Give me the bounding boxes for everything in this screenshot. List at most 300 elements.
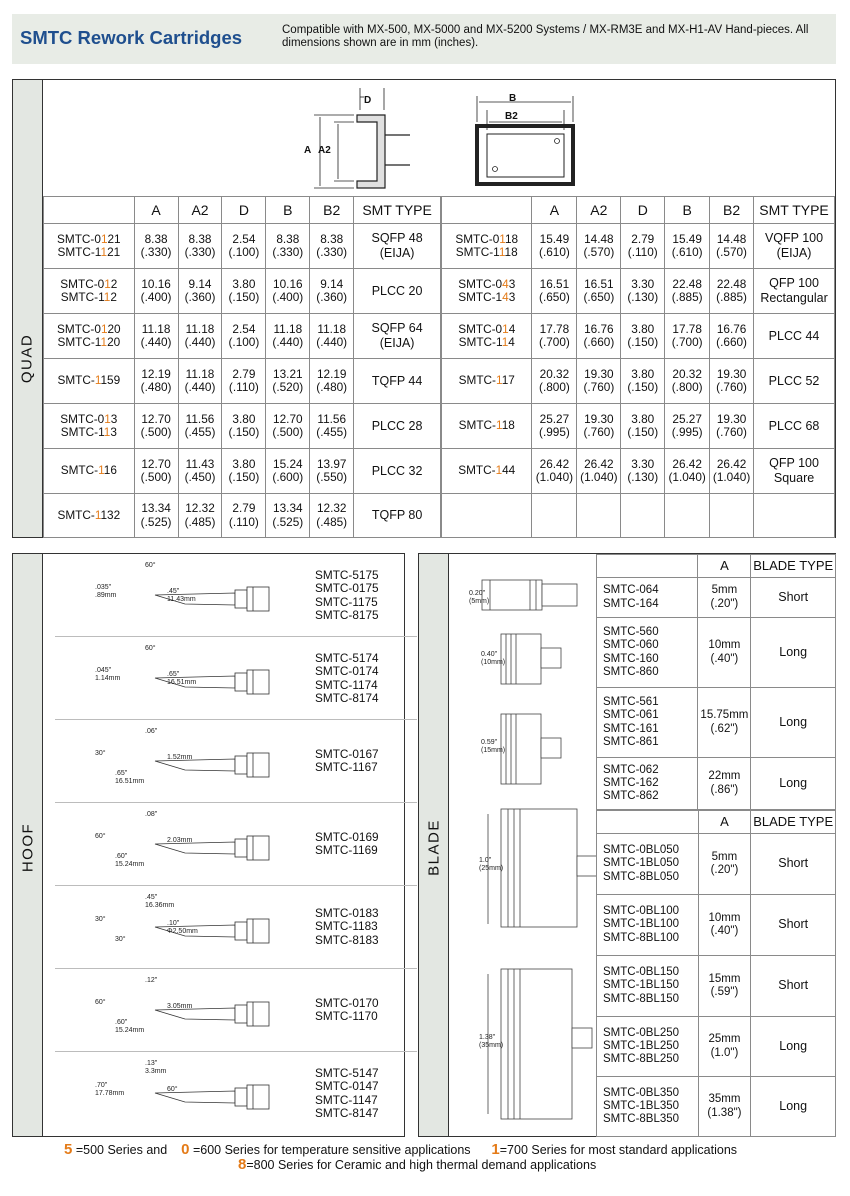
dimension-cell: 13.21 (.520) <box>266 359 310 404</box>
series-5-text: =500 Series and <box>75 1143 168 1157</box>
dimension-cell: 8.38 (.330) <box>134 224 178 269</box>
blade-size-cell: 15mm (.59") <box>698 956 751 1017</box>
hoof-tip-drawing <box>85 803 305 886</box>
hoof-dimension: 60° <box>95 833 106 840</box>
dimension-cell: 2.79 (.110) <box>222 494 266 538</box>
hoof-row <box>55 1052 417 1136</box>
blade-row <box>597 956 836 1017</box>
blade-table-2 <box>596 810 836 1137</box>
part-number: SMTC-0BL050 <box>603 844 680 857</box>
blade-draw-label-4: 1.0" (25mm) <box>479 857 504 872</box>
dimension-cell: 8.38 (.330) <box>310 224 354 269</box>
part-number <box>44 464 134 477</box>
dimension-cell: 3.80 (.150) <box>621 359 665 404</box>
part-series-digit: 1 <box>496 418 502 433</box>
part-number-cell <box>597 956 699 1017</box>
part-number-cell <box>442 269 532 314</box>
blade-size-cell: 5mm (.20") <box>698 834 751 895</box>
part-number: SMTC-0183 <box>315 906 379 920</box>
part-number: SMTC-0174 <box>315 664 379 679</box>
dimension-cell: 19.30 (.760) <box>577 359 621 404</box>
part-number: SMTC-5175 <box>315 568 379 582</box>
col-b2: B2 <box>710 197 754 224</box>
part-number <box>44 336 134 349</box>
part-number-cell <box>597 1017 699 1077</box>
part-number: SMTC-1BL150 <box>603 979 680 992</box>
hoof-dimension: 2.03mm <box>167 837 193 844</box>
hoof-dimension: .10" Φ2.50mm <box>167 920 198 935</box>
hoof-dimension: 30° <box>95 916 106 923</box>
dimension-cell: 14.48 (.570) <box>710 224 754 269</box>
hoof-tip-drawing <box>85 969 305 1052</box>
blade-drawings <box>450 554 597 1136</box>
quad-row <box>44 224 441 269</box>
dimension-cell: 3.80 (.150) <box>621 404 665 449</box>
blade-size-cell: 25mm (1.0") <box>698 1017 751 1077</box>
blade-row <box>597 1077 836 1137</box>
dimension-cell: 20.32 (.800) <box>532 359 577 404</box>
part-number <box>442 233 531 246</box>
part-prefix: SMTC-1 <box>60 425 104 439</box>
dimension-cell: 11.56 (.455) <box>310 404 354 449</box>
dimension-cell: 15.49 (.610) <box>665 224 710 269</box>
dimension-cell: 2.54 (.100) <box>222 314 266 359</box>
dimension-cell: 14.48 (.570) <box>577 224 621 269</box>
blade-col-type: BLADE TYPE <box>751 811 836 834</box>
hoof-part-numbers <box>315 1067 379 1121</box>
hoof-part-numbers <box>315 907 379 947</box>
part-suffix: 159 <box>100 373 121 388</box>
part-number: SMTC-5174 <box>315 651 379 665</box>
part-number-cell <box>44 224 135 269</box>
part-number: SMTC-1BL250 <box>603 1039 680 1052</box>
part-number-cell <box>44 449 135 494</box>
part-number: SMTC-0170 <box>315 996 379 1010</box>
part-number-cell <box>442 449 532 494</box>
quad-row <box>44 494 441 538</box>
page-title: SMTC Rework Cartridges <box>20 27 243 48</box>
blade-section <box>418 553 836 1137</box>
part-number-cell <box>44 314 135 359</box>
hoof-dimension: 60° <box>95 999 106 1006</box>
quad-row <box>442 314 835 359</box>
series-1-text: =700 Series for most standard applications <box>499 1143 738 1157</box>
dimension-cell: 11.18 (.440) <box>310 314 354 359</box>
part-number: SMTC-0BL150 <box>603 966 680 979</box>
quad-row <box>44 404 441 449</box>
dimension-cell: 3.80 (.150) <box>222 404 266 449</box>
col-b: B <box>665 197 710 224</box>
part-prefix: SMTC-1 <box>455 245 499 259</box>
quad-row <box>442 449 835 494</box>
blade-draw-label-5: 1.38" (35mm) <box>479 1034 504 1049</box>
col-smt-type: SMT TYPE <box>354 197 441 224</box>
dimension-cell: 3.80 (.150) <box>222 449 266 494</box>
part-number <box>442 336 531 349</box>
col-a: A <box>134 197 178 224</box>
dimension-cell: 10.16 (.400) <box>266 269 310 314</box>
blade-type-cell: Short <box>751 834 836 895</box>
part-number: SMTC-8147 <box>315 1106 379 1121</box>
part-number <box>44 509 134 522</box>
part-series-digit: 1 <box>104 276 111 291</box>
dimension-cell: 10.16 (.400) <box>134 269 178 314</box>
quad-row <box>442 404 835 449</box>
part-number <box>44 323 134 336</box>
dimension-cell: 9.14 (.360) <box>310 269 354 314</box>
part-number: SMTC-862 <box>603 790 659 803</box>
hoof-dimension: .12" <box>145 977 158 984</box>
hoof-label: HOOF <box>19 822 37 873</box>
part-series-digit: 1 <box>100 231 108 246</box>
part-number-cell <box>597 895 699 956</box>
part-number: SMTC-860 <box>603 665 659 678</box>
part-number: SMTC-161 <box>603 722 659 735</box>
dimension-cell: 25.27 (.995) <box>532 404 577 449</box>
part-number: SMTC-1BL050 <box>603 857 680 870</box>
quad-row <box>442 269 835 314</box>
blade-size-cell: 10mm (.40") <box>698 895 751 956</box>
dimension-cell: 11.18 (.440) <box>134 314 178 359</box>
part-suffix: 21 <box>107 245 121 259</box>
part-number-cell <box>597 758 698 810</box>
part-number-cell <box>597 834 699 895</box>
series-8-text: =800 Series for Ceramic and high thermal demand applications <box>246 1158 597 1172</box>
quad-row <box>44 449 441 494</box>
hoof-dimension: .035" .89mm <box>95 584 117 599</box>
col-a2: A2 <box>577 197 621 224</box>
dimension-cell: 16.76 (.660) <box>577 314 621 359</box>
part-number-cell <box>442 314 532 359</box>
blade-type-cell: Long <box>751 618 836 688</box>
part-prefix: SMTC-1 <box>57 335 101 349</box>
hoof-dimension: 3.05mm <box>167 1003 193 1010</box>
part-series-digit: 1 <box>496 373 502 388</box>
dimension-cell: 11.18 (.440) <box>178 314 222 359</box>
blade-type-cell: Short <box>751 956 836 1017</box>
part-prefix: SMTC-0 <box>458 321 503 336</box>
dimension-cell: 19.30 (.760) <box>710 404 754 449</box>
hoof-dimension: 30° <box>115 936 126 943</box>
smt-type-cell: TQFP 44 <box>354 359 441 404</box>
page-header <box>12 14 836 64</box>
part-number: SMTC-1167 <box>315 760 378 775</box>
part-suffix: 18 <box>501 418 515 433</box>
hoof-row <box>55 886 417 969</box>
part-number: SMTC-1BL100 <box>603 918 680 931</box>
part-number-cell <box>442 359 532 404</box>
part-number: SMTC-0175 <box>315 581 379 596</box>
smt-type-cell: SQFP 64 (EIJA) <box>354 314 441 359</box>
smt-type-cell: SQFP 48 (EIJA) <box>354 224 441 269</box>
blade-col-a: A <box>698 555 751 578</box>
part-number: SMTC-861 <box>603 735 659 748</box>
blade-col-a: A <box>698 811 751 834</box>
smt-type-cell: PLCC 32 <box>354 449 441 494</box>
part-prefix: SMTC- <box>458 463 496 478</box>
diagram-label-a2: A2 <box>318 145 331 156</box>
hoof-dimension: .65" 16.51mm <box>167 671 197 686</box>
dimension-cell <box>532 494 577 538</box>
dimension-cell: 26.42 (1.040) <box>710 449 754 494</box>
diagram-label-b2: B2 <box>505 111 518 122</box>
smt-type-cell: PLCC 44 <box>754 314 835 359</box>
smt-type-cell: PLCC 20 <box>354 269 441 314</box>
part-suffix: 18 <box>504 231 519 246</box>
dimension-cell: 9.14 (.360) <box>178 269 222 314</box>
hoof-dimension: 60° <box>145 562 156 569</box>
part-number: SMTC-0BL350 <box>603 1086 680 1099</box>
dimension-cell: 26.42 (1.040) <box>665 449 710 494</box>
hoof-section <box>12 553 405 1137</box>
blade-size-cell: 15.75mm (.62") <box>698 688 751 758</box>
part-number <box>44 291 134 304</box>
part-suffix: 2 <box>110 290 117 304</box>
smt-type-cell: PLCC 52 <box>754 359 835 404</box>
hoof-row <box>55 803 417 886</box>
smt-type-cell: VQFP 100 (EIJA) <box>754 224 835 269</box>
dimension-cell: 26.42 (1.040) <box>577 449 621 494</box>
part-series-digit: 1 <box>100 245 108 259</box>
part-number-cell <box>44 359 135 404</box>
dimension-cell <box>665 494 710 538</box>
dimension-cell: 16.51 (.650) <box>577 269 621 314</box>
part-suffix: 20 <box>107 335 121 349</box>
part-number <box>442 323 531 336</box>
part-series-digit: 1 <box>501 335 509 349</box>
part-number: SMTC-8183 <box>315 932 379 947</box>
hoof-dimension: .13" 3.3mm <box>145 1060 167 1075</box>
part-prefix: SMTC- <box>60 463 99 478</box>
part-number: SMTC-1BL350 <box>603 1099 680 1112</box>
hoof-dimension: .45" 16.36mm <box>145 894 175 909</box>
part-number <box>442 246 531 259</box>
dimension-cell: 25.27 (.995) <box>665 404 710 449</box>
part-number: SMTC-8BL250 <box>603 1053 680 1066</box>
col-a2: A2 <box>178 197 222 224</box>
dimension-cell: 11.56 (.455) <box>178 404 222 449</box>
part-series-digit: 1 <box>94 507 101 522</box>
part-number <box>44 413 134 426</box>
hoof-dimension: 1.52mm <box>167 754 193 761</box>
part-number-cell <box>44 269 135 314</box>
smt-type-cell: QFP 100 Rectangular <box>754 269 835 314</box>
part-number: SMTC-0BL250 <box>603 1026 680 1039</box>
part-number: SMTC-060 <box>603 639 659 652</box>
blade-type-cell: Short <box>751 578 836 618</box>
quad-diagram <box>44 80 834 195</box>
part-number: SMTC-061 <box>603 709 659 722</box>
dimension-cell: 20.32 (.800) <box>665 359 710 404</box>
part-number: SMTC-1147 <box>315 1092 378 1107</box>
dimension-cell: 12.32 (.485) <box>178 494 222 538</box>
dimension-cell: 26.42 (1.040) <box>532 449 577 494</box>
part-number: SMTC-8BL150 <box>603 992 680 1005</box>
hoof-dimension: 60° <box>167 1086 178 1093</box>
hoof-dimension: .65" 16.51mm <box>115 770 145 785</box>
part-suffix: 3 <box>110 411 118 426</box>
part-number: SMTC-0147 <box>315 1079 379 1094</box>
quad-label-bar <box>13 80 43 537</box>
blade-type-cell: Long <box>751 1017 836 1077</box>
part-prefix: SMTC- <box>458 373 496 388</box>
part-suffix: 4 <box>508 321 516 336</box>
smt-type-cell: PLCC 28 <box>354 404 441 449</box>
part-series-digit: 1 <box>499 231 505 246</box>
blade-label-bar <box>419 554 449 1136</box>
part-number: SMTC-0169 <box>315 830 379 844</box>
quad-table-left <box>43 196 441 538</box>
series-0: 0 <box>181 1141 190 1158</box>
part-suffix: 21 <box>107 231 121 246</box>
hoof-tip-drawing <box>85 720 305 803</box>
blade-label: BLADE <box>425 819 443 876</box>
smt-type-cell: TQFP 80 <box>354 494 441 538</box>
blade-draw-label-1: 0.20" (5mm) <box>469 590 490 605</box>
part-number: SMTC-560 <box>603 625 659 638</box>
part-number: SMTC-064 <box>603 584 659 597</box>
part-prefix: SMTC-1 <box>458 335 502 349</box>
diagram-label-d: D <box>364 95 372 106</box>
part-suffix: 3 <box>508 290 516 304</box>
quad-section <box>12 79 836 538</box>
part-series-digit: 1 <box>100 321 108 336</box>
dimension-cell: 3.30 (.130) <box>621 449 665 494</box>
quad-row <box>442 359 835 404</box>
hoof-dimension: 60° <box>145 645 156 652</box>
series-0-text: =600 Series for temperature sensitive applications <box>192 1143 471 1157</box>
part-number <box>442 291 531 304</box>
dimension-cell: 13.34 (.525) <box>266 494 310 538</box>
dimension-cell: 8.38 (.330) <box>178 224 222 269</box>
part-suffix: 132 <box>100 507 121 522</box>
dimension-cell: 19.30 (.760) <box>710 359 754 404</box>
col-d: D <box>222 197 266 224</box>
blade-type-cell: Short <box>751 895 836 956</box>
dimension-cell: 12.19 (.480) <box>134 359 178 404</box>
hoof-row <box>55 554 417 637</box>
part-series-digit: 4 <box>502 276 509 291</box>
part-suffix: 3 <box>110 425 117 439</box>
part-number <box>44 426 134 439</box>
dimension-cell <box>710 494 754 538</box>
dimension-cell: 11.18 (.440) <box>178 359 222 404</box>
part-series-digit: 1 <box>94 373 101 388</box>
dimension-cell: 13.34 (.525) <box>134 494 178 538</box>
dimension-cell: 12.70 (.500) <box>266 404 310 449</box>
hoof-label-bar <box>13 554 43 1136</box>
part-suffix: 18 <box>504 245 518 259</box>
part-suffix: 44 <box>502 463 516 478</box>
dimension-cell: 17.78 (.700) <box>532 314 577 359</box>
blade-size-cell: 5mm (.20") <box>698 578 751 618</box>
blade-row <box>597 578 836 618</box>
part-series-digit: 1 <box>495 463 503 478</box>
part-number: SMTC-5147 <box>315 1066 379 1080</box>
dimension-cell: 16.76 (.660) <box>710 314 754 359</box>
hoof-part-numbers <box>315 748 379 775</box>
part-series-digit: 1 <box>502 321 509 336</box>
dimension-cell: 19.30 (.760) <box>577 404 621 449</box>
dimension-cell: 3.80 (.150) <box>222 269 266 314</box>
part-series-digit: 1 <box>98 463 104 478</box>
blade-row <box>597 618 836 688</box>
part-number <box>44 374 134 387</box>
dimension-cell: 15.24 (.600) <box>266 449 310 494</box>
col-d: D <box>621 197 665 224</box>
part-suffix: 3 <box>508 276 516 291</box>
dimension-cell: 17.78 (.700) <box>665 314 710 359</box>
hoof-part-numbers <box>315 569 379 623</box>
series-8: 8 <box>238 1156 247 1173</box>
part-number-cell <box>442 224 532 269</box>
part-number: SMTC-1175 <box>315 594 378 609</box>
part-series-digit: 1 <box>104 411 111 426</box>
quad-row <box>44 314 441 359</box>
part-number-cell <box>442 404 532 449</box>
part-number-cell <box>44 494 135 538</box>
series-5: 5 <box>64 1141 73 1158</box>
blade-col-type: BLADE TYPE <box>751 555 836 578</box>
dimension-cell: 12.70 (.500) <box>134 404 178 449</box>
part-number: SMTC-160 <box>603 652 659 665</box>
part-prefix: SMTC-0 <box>57 321 101 336</box>
blade-draw-label-2: 0.40" (10mm) <box>481 651 506 666</box>
dimension-cell: 12.19 (.480) <box>310 359 354 404</box>
part-series-digit: 4 <box>502 290 509 304</box>
hoof-dimension: 30° <box>95 750 106 757</box>
part-prefix: SMTC- <box>57 373 95 388</box>
part-number: SMTC-8174 <box>315 691 379 706</box>
part-prefix: SMTC-1 <box>458 290 503 304</box>
part-number: SMTC-561 <box>603 695 659 708</box>
blade-row <box>597 688 836 758</box>
smt-type-cell: QFP 100 Square <box>754 449 835 494</box>
part-number: SMTC-1183 <box>315 919 378 934</box>
blade-type-cell: Long <box>751 758 836 810</box>
dimension-cell: 15.49 (.610) <box>532 224 577 269</box>
quad-row <box>442 494 835 538</box>
blade-size-cell: 35mm (1.38") <box>698 1077 751 1137</box>
part-number <box>442 374 531 387</box>
blade-row <box>597 1017 836 1077</box>
hoof-dimension: .08" <box>145 811 158 818</box>
dimension-cell: 2.54 (.100) <box>222 224 266 269</box>
blade-size-cell: 22mm (.86") <box>698 758 751 810</box>
part-number: SMTC-062 <box>603 763 659 776</box>
part-prefix: SMTC-0 <box>60 411 105 426</box>
part-number: SMTC-0BL100 <box>603 905 680 918</box>
dimension-cell: 11.18 (.440) <box>266 314 310 359</box>
dimension-cell <box>577 494 621 538</box>
blade-type-cell: Long <box>751 1077 836 1137</box>
part-number <box>442 419 531 432</box>
diagram-label-b: B <box>509 93 517 104</box>
part-series-digit: 1 <box>100 335 108 349</box>
part-suffix: 17 <box>501 373 515 388</box>
blade-table-1 <box>596 554 836 810</box>
col-smt-type: SMT TYPE <box>754 197 835 224</box>
quad-label: QUAD <box>18 333 36 384</box>
part-number-cell <box>597 578 698 618</box>
part-prefix: SMTC-0 <box>60 276 105 291</box>
dimension-cell: 11.43 (.450) <box>178 449 222 494</box>
part-prefix: SMTC-0 <box>458 276 503 291</box>
part-prefix: SMTC- <box>458 418 496 433</box>
blade-row <box>597 758 836 810</box>
part-number: SMTC-1169 <box>315 843 378 858</box>
blade-row <box>597 834 836 895</box>
